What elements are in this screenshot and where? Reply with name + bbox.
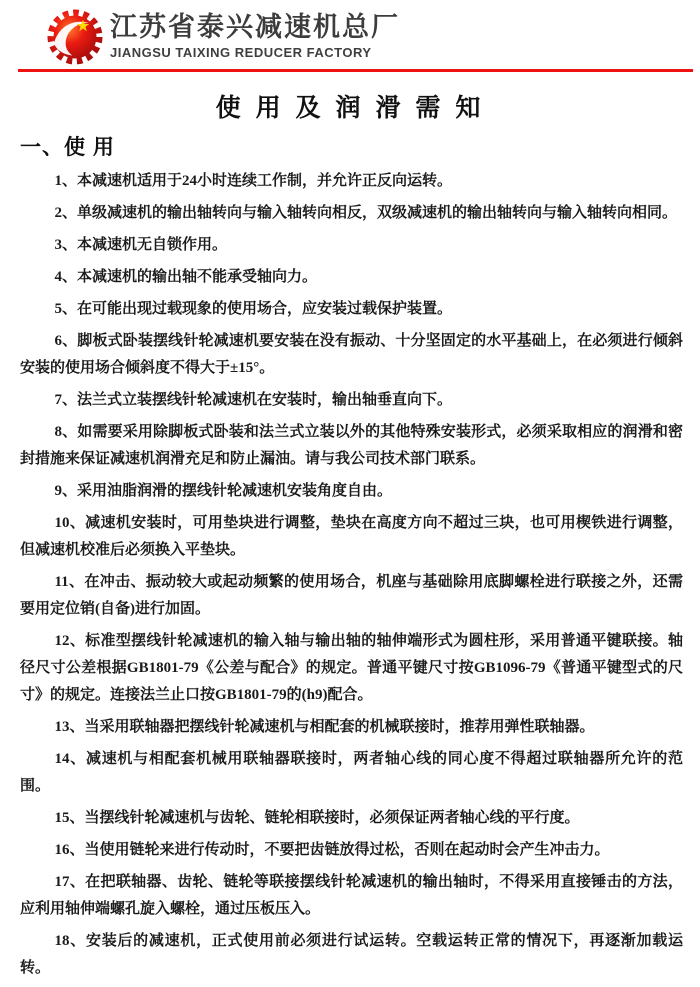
notice-item-13: 13、当采用联轴器把摆线针轮减速机与相配套的机械联接时，推荐用弹性联轴器。	[54, 719, 595, 735]
notice-item-15: 15、当摆线针轮减速机与齿轮、链轮相联接时，必须保证两者轴心线的平行度。	[54, 810, 580, 826]
notice-item-1: 1、本减速机适用于24小时连续工作制，并允许正反向运转。	[54, 173, 453, 189]
section-heading-usage: 一、使 用	[20, 136, 115, 159]
gear-star-logo-icon	[42, 6, 108, 68]
company-name-en: JIANGSU TAIXING REDUCER FACTORY	[110, 45, 372, 60]
notice-item-12: 12、标准型摆线针轮减速机的输入轴与输出轴的轴伸端形式为圆柱形，采用普通平键联接。轴径尺寸公差根据GB1801-79《公差与配合》的规定。普通平键尺寸按GB1096-79《普通平键型式的尺寸》的规定。连接法兰止口按GB1801-79的(h9)配合。	[20, 633, 683, 703]
notice-item-10: 10、减速机安装时，可用垫块进行调整，垫块在高度方向不超过三块，也可用楔铁进行调整，但减速机校准后必须换入平垫块。	[20, 515, 683, 558]
red-divider-rule	[18, 69, 693, 72]
company-name-cn: 江苏省泰兴减速机总厂	[110, 12, 400, 42]
notice-item-3: 3、本减速机无自锁作用。	[54, 237, 228, 253]
notice-item-11: 11、在冲击、振动较大或起动频繁的使用场合，机座与基础除用底脚螺栓进行联接之外，还需要用定位销(自备)进行加固。	[20, 574, 683, 617]
notice-item-14: 14、减速机与相配套机械用联轴器联接时，两者轴心线的同心度不得超过联轴器所允许的范围。	[20, 751, 683, 794]
document-title: 使 用 及 润 滑 需 知	[215, 94, 485, 122]
notice-item-18: 18、安装后的减速机，正式使用前必须进行试运转。空载运转正常的情况下，再逐渐加载运转。	[20, 933, 683, 976]
notice-item-17: 17、在把联轴器、齿轮、链轮等联接摆线针轮减速机的输出轴时，不得采用直接锤击的方法，应利用轴伸端螺孔旋入螺栓，通过压板压入。	[20, 874, 683, 917]
notice-item-9: 9、采用油脂润滑的摆线针轮减速机安装角度自由。	[54, 483, 393, 499]
company-block	[110, 6, 400, 60]
notice-item-5: 5、在可能出现过载现象的使用场合，应安装过载保护装置。	[54, 301, 453, 317]
notice-item-2: 2、单级减速机的输出轴转向与输入轴转向相反，双级减速机的输出轴转向与输入轴转向相同。	[54, 205, 678, 221]
letterhead	[42, 6, 400, 68]
notice-list	[20, 168, 683, 987]
notice-item-4: 4、本减速机的输出轴不能承受轴向力。	[54, 269, 318, 285]
notice-item-6: 6、脚板式卧装摆线针轮减速机要安装在没有振动、十分坚固定的水平基础上，在必须进行倾斜安装的使用场合倾斜度不得大于±15°。	[20, 333, 683, 376]
notice-item-7: 7、法兰式立装摆线针轮减速机在安装时，输出轴垂直向下。	[54, 392, 453, 408]
notice-item-8: 8、如需要采用除脚板式卧装和法兰式立装以外的其他特殊安装形式，必须采取相应的润滑和密封措施来保证减速机润滑充足和防止漏油。请与我公司技术部门联系。	[20, 424, 683, 467]
notice-item-16: 16、当使用链轮来进行传动时，不要把齿链放得过松，否则在起动时会产生冲击力。	[54, 842, 610, 858]
